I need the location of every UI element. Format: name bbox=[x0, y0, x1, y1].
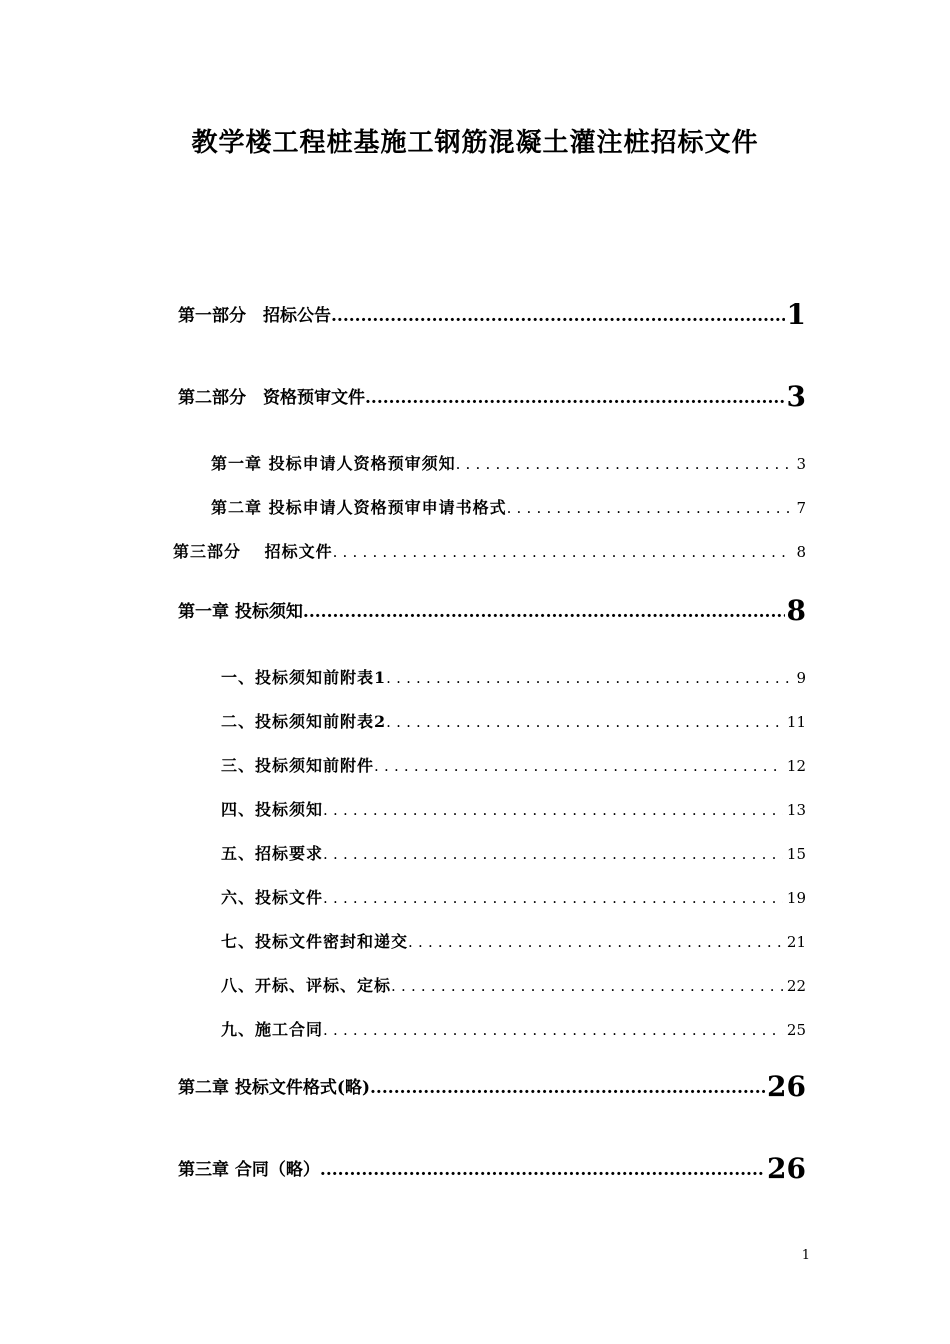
toc-entry-label: 第一部分 招标公告 bbox=[178, 306, 331, 326]
footer-page-number: 1 bbox=[801, 1248, 810, 1263]
toc-entry[interactable] bbox=[221, 929, 806, 953]
toc-entry-page: 8 bbox=[786, 594, 806, 626]
toc-entry[interactable] bbox=[221, 665, 806, 689]
toc-entry-label: 一、投标须知前附表1 bbox=[221, 668, 387, 687]
toc-entry-page: 13 bbox=[786, 801, 806, 819]
toc-entry-page: 21 bbox=[786, 933, 806, 951]
toc-entry[interactable] bbox=[211, 495, 806, 519]
toc-dot-leader bbox=[323, 887, 783, 909]
toc-entry-label: 第一章 投标申请人资格预审须知 bbox=[211, 454, 456, 473]
toc-entry[interactable] bbox=[221, 885, 806, 909]
toc-dot-leader bbox=[374, 755, 783, 777]
toc-entry[interactable] bbox=[221, 841, 806, 865]
toc-entry-page: 9 bbox=[796, 669, 806, 687]
toc-entry[interactable] bbox=[178, 1150, 806, 1184]
toc-dot-leader bbox=[408, 931, 783, 953]
toc-entry-label: 九、施工合同 bbox=[221, 1020, 324, 1039]
toc-entry-page: 15 bbox=[786, 845, 806, 863]
toc-entry-label: 第一章 投标须知 bbox=[178, 602, 303, 622]
toc-entry[interactable] bbox=[178, 592, 806, 626]
toc-entry-page: 22 bbox=[786, 977, 806, 995]
toc-entry[interactable] bbox=[178, 296, 806, 330]
toc-entry-page: 26 bbox=[767, 1152, 806, 1184]
toc-entry-label: 第二部分 资格预审文件 bbox=[178, 388, 365, 408]
toc-entry[interactable] bbox=[221, 709, 806, 733]
toc-entry-label: 二、投标须知前附表2 bbox=[221, 712, 387, 731]
toc-entry-label: 八、开标、评标、定标 bbox=[221, 976, 392, 995]
toc-dot-leader bbox=[303, 601, 785, 626]
toc-entry[interactable] bbox=[221, 1017, 806, 1041]
toc-entry[interactable] bbox=[211, 451, 806, 475]
toc-entry-page: 11 bbox=[786, 713, 806, 731]
toc-entry-page: 12 bbox=[786, 757, 806, 775]
toc-dot-leader bbox=[386, 667, 792, 689]
toc-entry-page: 25 bbox=[786, 1021, 806, 1039]
toc-entry-page: 19 bbox=[786, 889, 806, 907]
toc-entry-label: 七、投标文件密封和递交 bbox=[221, 932, 409, 951]
toc-dot-leader bbox=[320, 1159, 765, 1184]
toc-dot-leader bbox=[323, 1019, 783, 1041]
toc-entry-page: 8 bbox=[796, 543, 806, 561]
toc-entry[interactable] bbox=[178, 1068, 806, 1102]
toc-entry[interactable] bbox=[178, 378, 806, 412]
toc-dot-leader bbox=[323, 843, 783, 865]
toc-entry-page: 26 bbox=[767, 1070, 806, 1102]
toc-entry-label: 五、招标要求 bbox=[221, 844, 324, 863]
toc-entry-label: 第三部分 招标文件 bbox=[173, 542, 333, 561]
toc-dot-leader bbox=[391, 975, 783, 997]
toc-entry-label: 第二章 投标申请人资格预审申请书格式 bbox=[211, 498, 507, 517]
toc-entry-label: 第二章 投标文件格式(略) bbox=[178, 1078, 371, 1098]
toc-entry-label: 六、投标文件 bbox=[221, 888, 324, 907]
toc-entry[interactable] bbox=[221, 973, 806, 997]
toc-entry-label: 第三章 合同（略） bbox=[178, 1160, 320, 1180]
toc-dot-leader bbox=[507, 497, 793, 519]
toc-entry-label: 四、投标须知 bbox=[221, 800, 324, 819]
toc-dot-leader bbox=[386, 711, 783, 733]
toc-dot-leader bbox=[456, 453, 793, 475]
toc-entry[interactable] bbox=[221, 753, 806, 777]
toc-entry[interactable] bbox=[173, 539, 806, 563]
toc-dot-leader bbox=[365, 387, 785, 412]
toc-dot-leader bbox=[370, 1077, 765, 1102]
toc-entry[interactable] bbox=[221, 797, 806, 821]
toc-dot-leader bbox=[333, 541, 793, 563]
toc-entry-page: 3 bbox=[796, 455, 806, 473]
toc-dot-leader bbox=[323, 799, 783, 821]
toc-entry-page: 7 bbox=[796, 499, 806, 517]
toc-entry-label: 三、投标须知前附件 bbox=[221, 756, 375, 775]
toc-dot-leader bbox=[331, 305, 785, 330]
toc-entry-page: 3 bbox=[786, 380, 806, 412]
document-title: 教学楼工程桩基施工钢筋混凝土灌注桩招标文件 bbox=[191, 128, 759, 158]
toc-entry-page: 1 bbox=[786, 298, 806, 330]
